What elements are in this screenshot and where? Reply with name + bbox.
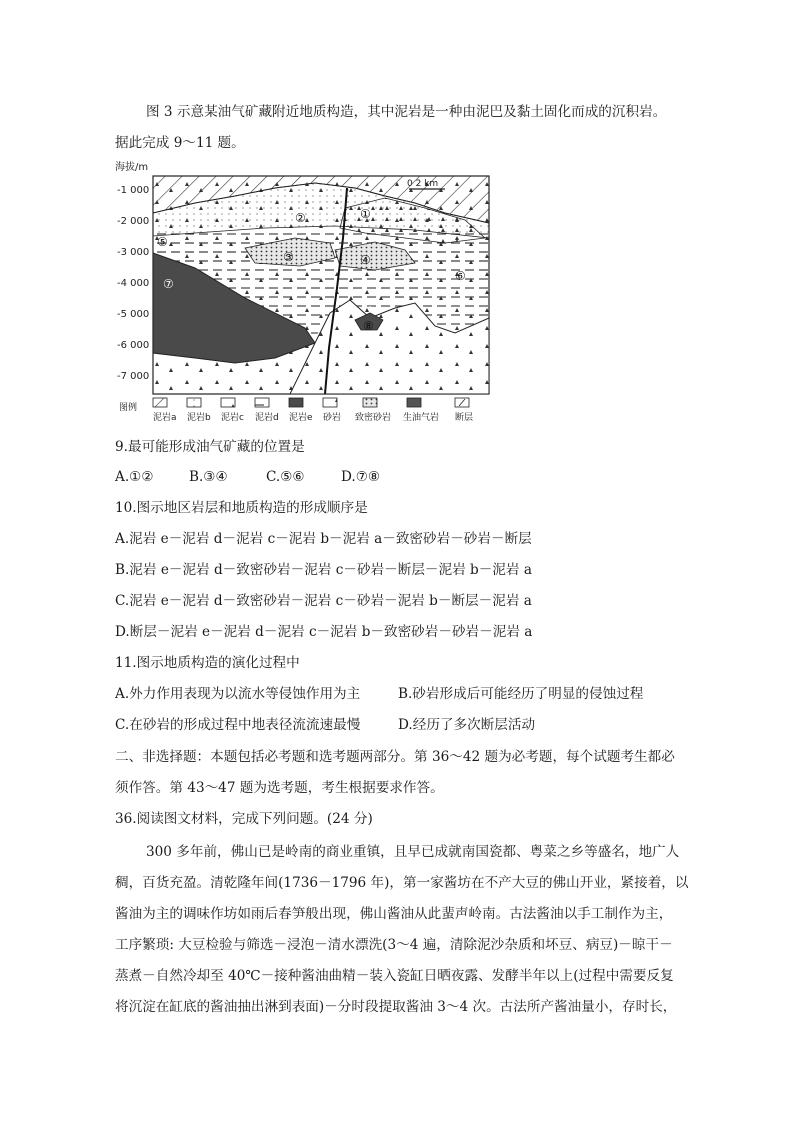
legend-item: 泥岩d <box>255 413 279 423</box>
y-tick: -7 000 <box>117 371 150 382</box>
q10-option-a[interactable]: A.泥岩 e－泥岩 d－泥岩 c－泥岩 b－泥岩 a－致密砂岩－砂岩－断层 <box>115 531 532 547</box>
legend-item: 泥岩a <box>153 413 177 423</box>
geology-figure <box>115 158 495 428</box>
q36-paragraph-line: 酱油为主的调味作坊如雨后春笋般出现，佛山酱油从此蜚声岭南。古法酱油以手工制作为主， <box>115 906 673 922</box>
q10-option-c[interactable]: C.泥岩 e－泥岩 d－致密砂岩－泥岩 c－砂岩－泥岩 b－断层－泥岩 a <box>115 593 532 609</box>
intro-line-1: 图 3 示意某油气矿藏附近地质构造，其中泥岩是一种由泥巴及黏土固化而成的沉积岩。 <box>146 104 667 120</box>
y-tick: -1 000 <box>117 185 150 196</box>
intro-line-2: 据此完成 9～11 题。 <box>115 135 245 151</box>
q9-option-d[interactable]: D.⑦⑧ <box>341 469 381 485</box>
scale-label: 0 2 km <box>407 179 439 189</box>
legend-item: 泥岩b <box>187 413 211 423</box>
legend-item: 致密砂岩 <box>355 413 392 423</box>
q9-option-c[interactable]: C.⑤⑥ <box>266 469 305 485</box>
section2-line-1: 二、非选择题：本题包括必考题和选考题两部分。第 36～42 题为必考题，每个试题考生都必 <box>115 749 675 765</box>
legend-title: 图例 <box>119 403 138 413</box>
legend-item: 生油气岩 <box>403 413 440 423</box>
y-tick: -4 000 <box>117 278 150 289</box>
q9-option-b[interactable]: B.③④ <box>189 469 228 485</box>
q9-stem: 9.最可能形成油气矿藏的位置是 <box>115 439 305 455</box>
q36-paragraph-line: 300 多年前，佛山已是岭南的商业重镇，且早已成就南国瓷都、粤菜之乡等盛名，地广人 <box>146 844 680 860</box>
legend-item: 断层 <box>455 413 474 423</box>
marker-5: ⑤ <box>157 235 168 249</box>
legend-item: 泥岩e <box>289 413 313 423</box>
y-tick: -5 000 <box>117 309 150 320</box>
q36-paragraph-line: 稠，百货充盈。清乾隆年间(1736－1796 年)，第一家酱坊在不产大豆的佛山开业，紧接着，以 <box>115 875 689 891</box>
q11-option-c[interactable]: C.在砂岩的形成过程中地表径流流速最慢 <box>115 717 361 733</box>
marker-2: ② <box>295 211 306 225</box>
q10-option-d[interactable]: D.断层－泥岩 e－泥岩 d－泥岩 c－泥岩 b－致密砂岩－砂岩－泥岩 a <box>115 624 533 640</box>
y-tick: -3 000 <box>117 247 150 258</box>
marker-7: ⑦ <box>163 277 174 291</box>
y-tick: -2 000 <box>117 216 150 227</box>
y-tick: -6 000 <box>117 340 150 351</box>
q9-option-a[interactable]: A.①② <box>115 469 154 485</box>
q36-paragraph-line: 蒸煮－自然冷却至 40℃－接种酱油曲精－装入瓷缸日晒夜露、发酵半年以上(过程中需要反复 <box>115 968 674 984</box>
q36-paragraph-line: 将沉淀在缸底的酱油抽出淋到表面)－分时段提取酱油 3～4 次。古法所产酱油量小，存时长， <box>115 999 677 1015</box>
section2-line-2: 须作答。第 43～47 题为选考题，考生根据要求作答。 <box>115 780 444 796</box>
marker-3: ③ <box>283 250 294 264</box>
marker-8: ⑧ <box>363 319 374 333</box>
q11-stem: 11.图示地质构造的演化过程中 <box>115 655 300 671</box>
q11-option-a[interactable]: A.外力作用表现为以流水等侵蚀作用为主 <box>115 686 361 702</box>
q10-stem: 10.图示地区岩层和地质构造的形成顺序是 <box>115 500 368 516</box>
legend-item: 砂岩 <box>323 413 342 423</box>
q10-option-b[interactable]: B.泥岩 e－泥岩 d－致密砂岩－泥岩 c－砂岩－断层－泥岩 b－泥岩 a <box>115 562 532 578</box>
marker-6: ⑥ <box>455 269 466 283</box>
q11-option-d[interactable]: D.经历了多次断层活动 <box>398 717 536 733</box>
q36-paragraph-line: 工序繁琐: 大豆检验与筛选－浸泡－清水漂洗(3～4 遍，清除泥沙杂质和坏豆、病豆)－晾干－ <box>115 937 673 953</box>
y-axis-label: 海拔/m <box>115 162 149 173</box>
marker-4: ④ <box>360 253 371 267</box>
geology-cross-section <box>115 158 495 428</box>
q36-stem: 36.阅读图文材料，完成下列问题。(24 分) <box>115 811 373 827</box>
legend-item: 泥岩c <box>221 413 244 423</box>
marker-1: ① <box>360 207 371 221</box>
q11-option-b[interactable]: B.砂岩形成后可能经历了明显的侵蚀过程 <box>398 686 644 702</box>
